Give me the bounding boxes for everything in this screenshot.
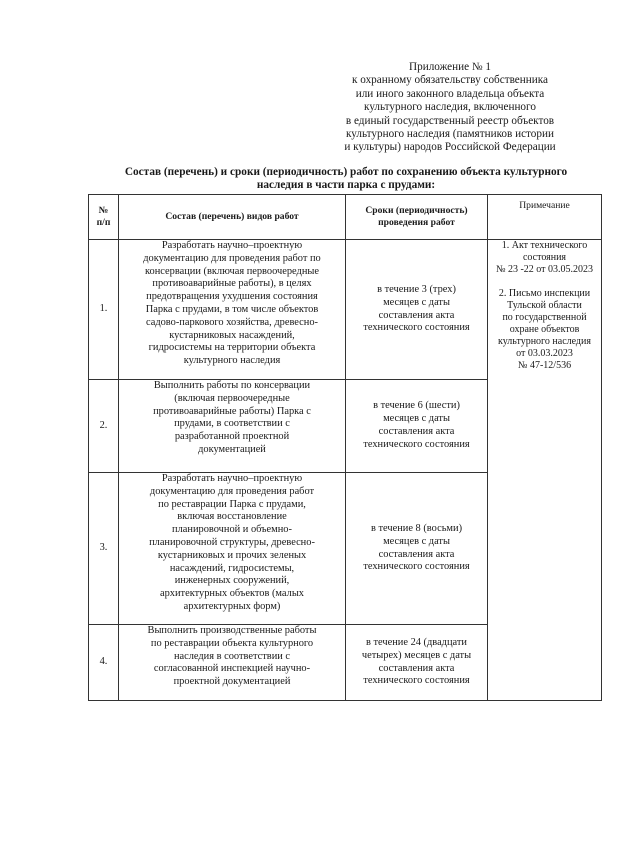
row-deadline: в течение 8 (восьми) месяцев с даты составления акта технического состояния <box>346 473 488 625</box>
row-works: Разработать научно–проектную документацию для проведения работ по реставрации Парка с прудами, включая восстановление планировочной и объемно- планировочной структуры, древесно- кустарниковых и прочих зеленых насаждений, гидросистемы, инженерных сооружений, архитектурных объектов (малых архитектурных форм) <box>119 473 346 625</box>
row-works: Выполнить производственные работы по реставрации объекта культурного наследия в соответствии с согласованной инспекцией научно- проектной документацией <box>119 625 346 701</box>
note-cell <box>488 240 602 701</box>
row-works: Выполнить работы по консервации (включая первоочередные противоаварийные работы) Парка с прудами, в соответствии с разработанной проектной документацией <box>119 380 346 473</box>
row-number: 4. <box>89 625 119 701</box>
row-deadline: в течение 3 (трех) месяцев с даты составления акта технического состояния <box>346 240 488 380</box>
appendix-line: к охранному обязательству собственника <box>352 74 548 87</box>
row-number: 1. <box>89 240 119 380</box>
table-header-row <box>89 195 602 240</box>
appendix-line: культурного наследия, включенного <box>364 101 536 114</box>
row-works: Разработать научно–проектную документацию для проведения работ по консервации (включая первоочередные противоаварийные работы), в целях предотвращения ухудшения состояния Парка с прудами, в том числе объектов садово-паркового хозяйства, древесно- кустарниковых насаждений, гидросистемы на территории объекта культурного наследия <box>119 240 346 380</box>
appendix-line: или иного законного владельца объекта <box>355 87 545 100</box>
note-act: 1. Акт технического состояния № 23 -22 от 03.05.2023 <box>495 240 594 275</box>
row-deadline: в течение 24 (двадцати четырех) месяцев с даты составления акта технического состояния <box>346 625 488 701</box>
header-deadline: Сроки (периодичность) проведения работ <box>346 195 488 240</box>
appendix-header <box>300 61 600 155</box>
header-num: № п/п <box>89 195 119 240</box>
row-number: 3. <box>89 473 119 625</box>
row-deadline: в течение 6 (шести) месяцев с даты составления акта технического состояния <box>346 380 488 473</box>
appendix-line: и культуры) народов Российской Федерации <box>344 141 556 154</box>
document-heading <box>96 166 596 192</box>
appendix-line: в единый государственный реестр объектов <box>345 114 555 127</box>
appendix-line: культурного наследия (памятников истории <box>346 128 554 141</box>
works-table <box>88 194 602 701</box>
header-note: Примечание <box>488 195 602 240</box>
row-number: 2. <box>89 380 119 473</box>
heading-line: Состав (перечень) и сроки (периодичность) работ по сохранению объекта культурного <box>124 166 568 178</box>
header-works: Состав (перечень) видов работ <box>119 195 346 240</box>
note-letter: 2. Письмо инспекции Тульской области по государственной охране объектов культурного наследия от 03.03.2023 № 47-12/536 <box>498 288 591 371</box>
appendix-line: Приложение № 1 <box>409 61 491 73</box>
table-row <box>89 240 602 380</box>
heading-line: наследия в части парка с прудами: <box>256 179 436 191</box>
